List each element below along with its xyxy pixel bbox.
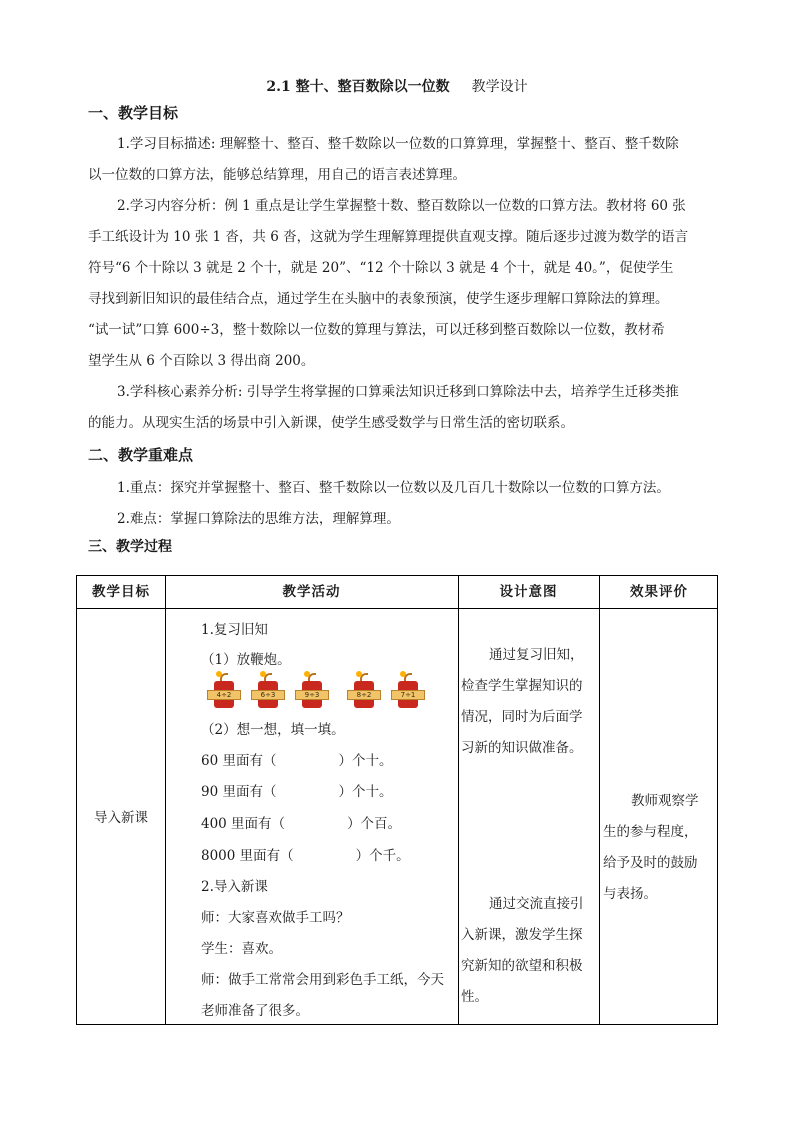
question-text: 90 里面有（ [201,784,277,800]
header-evaluation: 效果评价 [630,584,688,600]
intent-line: 通过交流直接引 [489,896,584,912]
activity-firecracker-label: （1）放鞭炮。 [201,652,291,668]
eval-line: 与表扬。 [603,886,657,902]
question-text: ）个百。 [347,816,402,832]
activity-fill-in-label: （2）想一想，填一填。 [201,722,345,738]
dialogue-line: 师：大家喜欢做手工吗？ [201,910,350,926]
text-line: 符号“6 个十除以 3 就是 2 个十，就是 20”、“12 个十除以 3 就是 4 个十，就是 40。”，促使学生 [88,260,674,276]
question-text: 400 里面有（ [201,816,286,832]
fill-question-4 [201,844,410,864]
text-line: 2.难点：掌握口算除法的思维方法，理解算理。 [117,511,400,527]
fill-question-1 [201,749,392,769]
teaching-process-table [76,575,718,1025]
question-text: 8000 里面有（ [201,848,294,864]
text-line: 2.学习内容分析：例 1 重点是让学生掌握整十数、整百数除以一位数的口算方法。教材将 60 张 [117,198,686,214]
question-text: ）个十。 [338,753,393,769]
text-line: 望学生从 6 个百除以 3 得出商 200。 [88,353,315,369]
firecracker-icon[interactable] [207,673,241,709]
text-line: 以一位数的口算方法，能够总结算理，用自己的语言表述算理。 [88,167,466,183]
text-line: 1.学习目标描述: 理解整十、整百、整千数除以一位数的口算算理，掌握整十、整百、整千数除 [117,136,679,152]
question-text: ）个千。 [355,848,410,864]
text-line: 3.学科核心素养分析: 引导学生将掌握的口算乘法知识迁移到口算除法中去，培养学生迁移类推 [117,384,679,400]
header-activity: 教学活动 [282,584,341,600]
title-suffix: 教学设计 [471,79,528,95]
question-text: ）个十。 [338,784,393,800]
section-heading-objectives: 一、教学目标 [88,104,179,122]
objective-paragraph-2 [88,191,708,377]
section-heading-key-points: 二、教学重难点 [88,446,194,464]
fill-question-2 [201,780,392,800]
intent-line: 通过复习旧知， [489,647,584,663]
intent-line: 入新课，激发学生探 [461,927,583,943]
question-text: 60 里面有（ [201,753,277,769]
intent-review [461,640,597,764]
activity-review-heading: 1.复习旧知 [201,622,268,638]
intent-line: 究新知的欲望和积极 [461,958,583,974]
firecracker-icon[interactable] [295,673,329,709]
firecracker-expression: 7÷1 [391,690,425,700]
text-line: 寻找到新旧知识的最佳结合点，通过学生在头脑中的表象预演，使学生逐步理解口算除法的算理。 [88,291,669,307]
goal-cell: 导入新课 [94,810,148,826]
firecracker-expression: 9÷3 [295,690,329,700]
eval-line: 生的参与程度， [603,824,698,840]
header-intent: 设计意图 [499,584,558,600]
text-line: “试一试”口算 600÷3，整十数除以一位数的算理与算法，可以迁移到整百数除以一位数，教材希 [88,322,665,338]
intent-line: 检查学生掌握知识的 [461,678,583,694]
title-main: 2.1 整十、整百数除以一位数 [266,79,450,95]
fill-question-3 [201,812,401,832]
header-goal: 教学目标 [92,584,150,600]
firecracker-icon[interactable] [347,673,381,709]
firecracker-row [201,673,431,709]
intent-intro [461,889,597,1013]
dialogue-line: 师：做手工常常会用到彩色手工纸，今天 [201,972,444,988]
eval-line: 教师观察学 [631,793,699,809]
dialogue-line: 学生：喜欢。 [201,941,282,957]
key-points-paragraph [88,473,708,535]
section-heading-process: 三、教学过程 [88,539,172,555]
text-line: 的能力。从现实生活的场景中引入新课，使学生感受数学与日常生活的密切联系。 [88,415,574,431]
firecracker-expression: 6÷3 [251,690,285,700]
intent-line: 情况，同时为后面学 [461,709,583,725]
activity-intro-heading: 2.导入新课 [201,879,268,895]
text-line: 1.重点：探究并掌握整十、整百、整千数除以一位数以及几百几十数除以一位数的口算方法。 [117,480,670,496]
text-line: 手工纸设计为 10 张 1 沓，共 6 沓，这就为学生理解算理提供直观支撑。随后逐步过渡为数学的语言 [88,229,689,245]
evaluation-text [603,786,713,910]
firecracker-expression: 4÷2 [207,690,241,700]
intent-line: 习新的知识做准备。 [461,740,583,756]
document-title [0,76,794,96]
dialogue-line: 老师准备了很多。 [201,1003,309,1019]
objective-paragraph-1 [88,129,708,191]
eval-line: 给予及时的鼓励 [603,855,698,871]
firecracker-icon[interactable] [391,673,425,709]
intent-line: 性。 [461,989,488,1005]
firecracker-expression: 8÷2 [347,690,381,700]
objective-paragraph-3 [88,377,708,439]
firecracker-icon[interactable] [251,673,285,709]
